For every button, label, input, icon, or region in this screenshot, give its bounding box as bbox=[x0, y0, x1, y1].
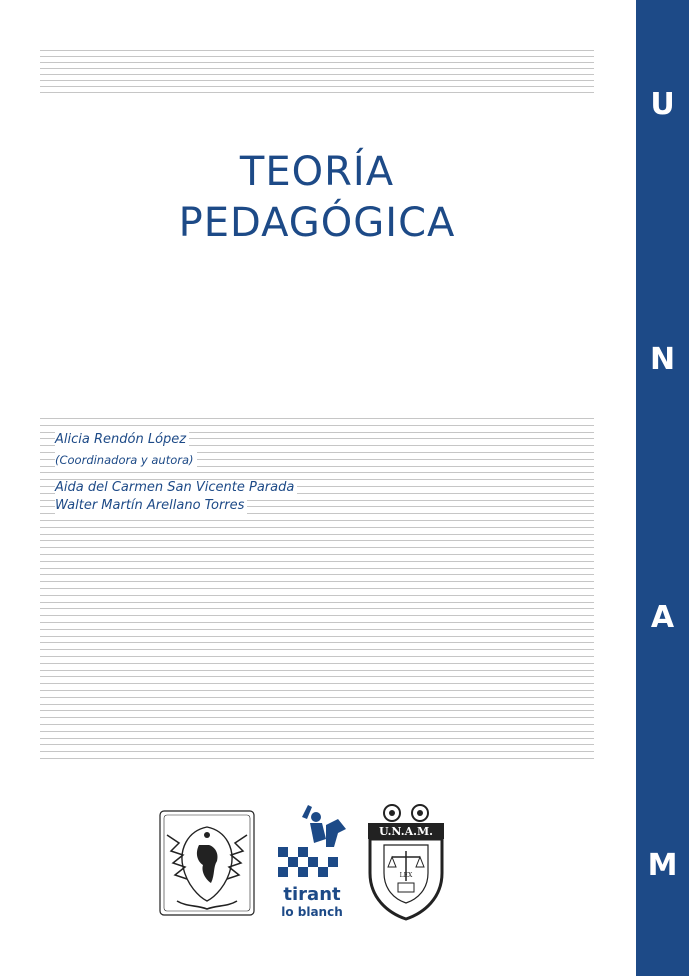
author-coordinator: Alicia Rendón López bbox=[55, 432, 189, 448]
faculty-shield-logo bbox=[364, 803, 448, 921]
spine-letter-m: M bbox=[647, 848, 678, 883]
author-role: (Coordinadora y autora) bbox=[55, 452, 197, 468]
author-second: Aida del Carmen San Vicente Parada bbox=[55, 480, 297, 496]
faculty-top-text: U.N.A.M. bbox=[379, 825, 433, 838]
author-third: Walter Martín Arellano Torres bbox=[55, 498, 247, 514]
side-band bbox=[636, 0, 689, 976]
title-line-2: PEDAGÓGICA bbox=[178, 200, 456, 246]
spine-letter-u: U bbox=[650, 87, 675, 122]
publisher-name-sub: lo blanch bbox=[281, 905, 343, 919]
tirant-knight-logo bbox=[272, 803, 352, 883]
publisher-name: tirant bbox=[283, 884, 341, 905]
unam-crest-logo bbox=[157, 805, 257, 920]
faculty-lex-text: LEX bbox=[399, 872, 413, 879]
spine-letter-a: A bbox=[650, 600, 675, 635]
title-line-1: TEORÍA bbox=[239, 149, 395, 195]
spine-letter-n: N bbox=[649, 342, 676, 377]
